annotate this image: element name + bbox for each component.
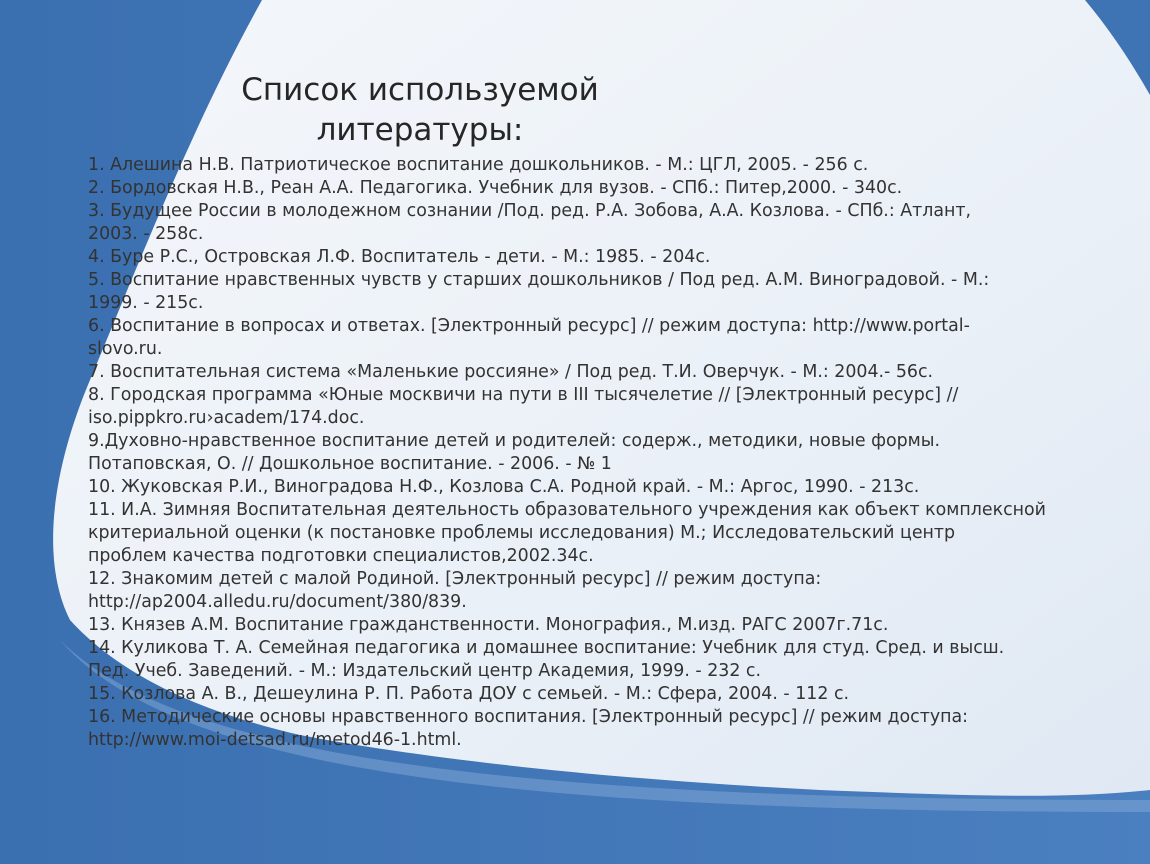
reference-line: 15. Козлова А. В., Дешеулина Р. П. Работа ДОУ с семьей. - М.: Сфера, 2004. - 112 с. bbox=[88, 684, 850, 704]
reference-line: 13. Князев А.М. Воспитание гражданственности. Монография., М.изд. РАГС 2007г.71с. bbox=[88, 615, 889, 635]
reference-line: 11. И.А. Зимняя Воспитательная деятельность образовательного учреждения как объект комплексной bbox=[88, 500, 1046, 520]
list-item bbox=[88, 384, 1068, 430]
reference-line: iso.pippkro.ru›academ/174.doc. bbox=[88, 408, 365, 428]
reference-line: 1. Алешина Н.В. Патриотическое воспитание дошкольников. - М.: ЦГЛ, 2005. - 256 с. bbox=[88, 155, 869, 175]
reference-line: 7. Воспитательная система «Маленькие россияне» / Под ред. Т.И. Оверчук. - М.: 2004.- 56с. bbox=[88, 362, 934, 382]
reference-line: 2. Бордовская Н.В., Реан А.А. Педагогика. Учебник для вузов. - СПб.: Питер,2000. - 340с. bbox=[88, 178, 903, 198]
list-item bbox=[88, 200, 1068, 246]
list-item bbox=[88, 499, 1068, 568]
reference-line: slovo.ru. bbox=[88, 339, 163, 359]
reference-line: 3. Будущее России в молодежном сознании /Под. ред. Р.А. Зобова, А.А. Козлова. - СПб.: Атлант, bbox=[88, 201, 972, 221]
reference-line: 16. Методические основы нравственного воспитания. [Электронный ресурс] // режим доступа: bbox=[88, 707, 969, 727]
reference-line: критериальной оценки (к постановке проблемы исследования) М.; Исследовательский центр bbox=[88, 523, 956, 543]
title-line-1: Список используемой bbox=[241, 72, 599, 108]
list-item bbox=[88, 637, 1068, 683]
list-item bbox=[88, 177, 1068, 200]
list-item bbox=[88, 476, 1068, 499]
reference-list bbox=[88, 154, 1068, 752]
list-item bbox=[88, 706, 1068, 752]
list-item bbox=[88, 361, 1068, 384]
reference-line: Потаповская, О. // Дошкольное воспитание. - 2006. - № 1 bbox=[88, 454, 612, 474]
title-line-2: литературы: bbox=[316, 112, 524, 148]
reference-line: 10. Жуковская Р.И., Виноградова Н.Ф., Козлова С.А. Родной край. - М.: Аргос, 1990. - 213с. bbox=[88, 477, 920, 497]
reference-line: Пед. Учеб. Заведений. - М.: Издательский центр Академия, 1999. - 232 с. bbox=[88, 661, 762, 681]
list-item bbox=[88, 154, 1068, 177]
reference-line: проблем качества подготовки специалистов,2002.34с. bbox=[88, 546, 594, 566]
list-item bbox=[88, 246, 1068, 269]
reference-line: 4. Буре Р.С., Островская Л.Ф. Воспитатель - дети. - М.: 1985. - 204с. bbox=[88, 247, 711, 267]
list-item bbox=[88, 683, 1068, 706]
reference-line: 12. Знакомим детей с малой Родиной. [Электронный ресурс] // режим доступа: bbox=[88, 569, 822, 589]
list-item bbox=[88, 568, 1068, 614]
list-item bbox=[88, 614, 1068, 637]
reference-line: http://www.moi-detsad.ru/metod46-1.html. bbox=[88, 730, 462, 750]
reference-line: 1999. - 215с. bbox=[88, 293, 204, 313]
reference-line: http://ap2004.alledu.ru/document/380/839. bbox=[88, 592, 467, 612]
reference-line: 14. Куликова Т. А. Семейная педагогика и домашнее воспитание: Учебник для студ. Сред. и высш. bbox=[88, 638, 1005, 658]
page-title bbox=[0, 70, 840, 150]
list-item bbox=[88, 430, 1068, 476]
reference-line: 6. Воспитание в вопросах и ответах. [Электронный ресурс] // режим доступа: http://www.portal- bbox=[88, 316, 970, 336]
reference-line: 8. Городская программа «Юные москвичи на пути в III тысячелетие // [Электронный ресурс] // bbox=[88, 385, 959, 405]
reference-line: 2003. - 258с. bbox=[88, 224, 204, 244]
reference-line: 5. Воспитание нравственных чувств у старших дошкольников / Под ред. А.М. Виноградовой. - М.: bbox=[88, 270, 990, 290]
list-item bbox=[88, 269, 1068, 315]
reference-line: 9.Духовно-нравственное воспитание детей и родителей: содерж., методики, новые формы. bbox=[88, 431, 940, 451]
list-item bbox=[88, 315, 1068, 361]
